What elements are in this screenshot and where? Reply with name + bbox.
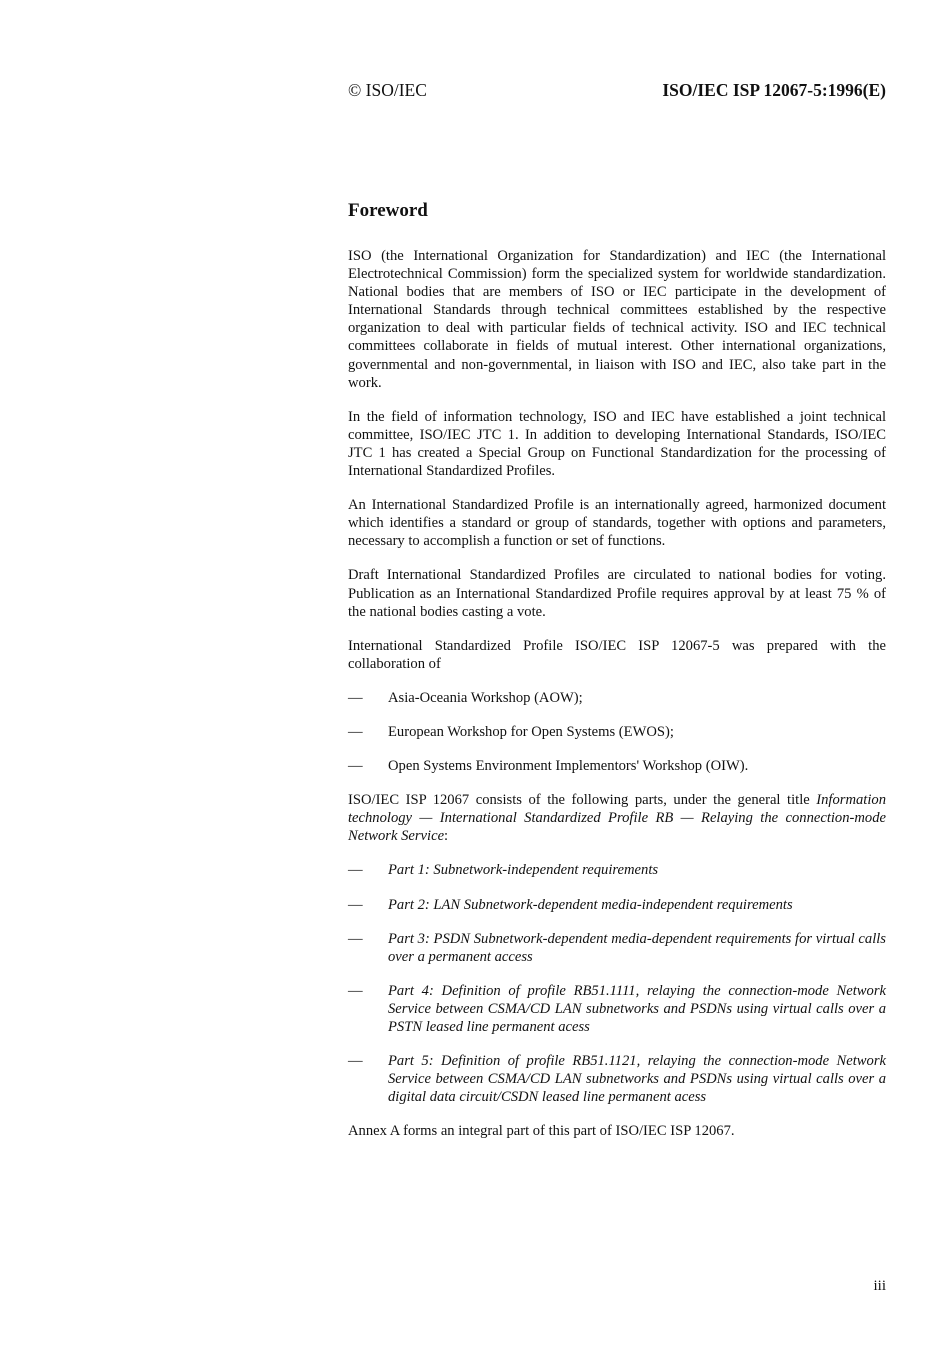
page-number: iii [873,1278,886,1294]
page-title: Foreword [348,200,428,221]
parts-general-title: Information technology — International Standardized Profile RB — Relaying the connection-mode Network Service [348,792,886,845]
parts-intro-suffix: : [444,828,449,845]
paragraph-jtc1: In the field of information technology, ISO and IEC have established a joint technical committee, ISO/IEC JTC 1. In addition to developing International Standards, ISO/IEC JTC 1 has created a Special Group on Functional Standardization for the processing of International Standardized Profiles. [348,408,886,480]
list-item [348,861,886,879]
header-document-id: ISO/IEC ISP 12067-5:1996(E) [662,80,886,100]
dash-bullet: — [348,862,363,879]
list-item [348,896,886,914]
paragraph-voting: Draft International Standardized Profiles are circulated to national bodies for voting. Publication as an International Standardized Profile requires approval by at least 75 % of the national bodies casting a vote. [348,567,886,620]
dash-bullet: — [348,896,363,913]
dash-bullet: — [348,982,363,999]
list-item [348,757,886,775]
part-2: Part 2: LAN Subnetwork-dependent media-independent requirements [388,896,793,913]
workshop-list [348,689,886,775]
dash-bullet: — [348,1053,363,1070]
dash-bullet: — [348,930,363,947]
part-3: Part 3: PSDN Subnetwork-dependent media-dependent requirements for virtual calls over a permanent access [388,930,886,965]
list-item [348,723,886,741]
foreword-body [348,247,886,1156]
workshop-ewos: European Workshop for Open Systems (EWOS); [388,723,674,740]
paragraph-iso-iec: ISO (the International Organization for Standardization) and IEC (the International Electrotechnical Commission) form the specialized system for worldwide standardization. National bodies that are members of ISO or IEC participate in the development of International Standards through technical committees established by the respective organization to deal with particular fields of technical activity. ISO and IEC technical committees collaborate in fields of mutual interest. Other international organizations, governmental and non-governmental, in liaison with ISO and IEC, also take part in the work. [348,248,886,391]
paragraph-isp-definition: An International Standardized Profile is an internationally agreed, harmonized document which identifies a standard or group of standards, together with options and parameters, necessary to accomplish a function or set of functions. [348,497,886,550]
dash-bullet: — [348,723,363,740]
list-item [348,930,886,966]
list-item [348,982,886,1036]
parts-intro-prefix: ISO/IEC ISP 12067 consists of the following parts, under the general title [348,792,817,809]
workshop-aow: Asia-Oceania Workshop (AOW); [388,689,583,706]
workshop-oiw: Open Systems Environment Implementors' Workshop (OIW). [388,758,749,775]
part-4: Part 4: Definition of profile RB51.1111, relaying the connection-mode Network Service between CSMA/CD LAN subnetworks and PSDNs using virtual calls over a PSTN leased line permanent acess [388,982,886,1035]
part-1: Part 1: Subnetwork-independent requirements [388,862,659,879]
annex-note: Annex A forms an integral part of this part of ISO/IEC ISP 12067. [348,1123,735,1140]
dash-bullet: — [348,758,363,775]
paragraph-prepared-by: International Standardized Profile ISO/IEC ISP 12067-5 was prepared with the collaboration of [348,637,886,672]
header-copyright: © ISO/IEC [348,80,427,100]
list-item [348,689,886,707]
paragraph-parts-intro [348,791,886,845]
dash-bullet: — [348,689,363,706]
list-item [348,1052,886,1106]
part-5: Part 5: Definition of profile RB51.1121, relaying the connection-mode Network Service between CSMA/CD LAN subnetworks and PSDNs using virtual calls over a digital data circuit/CSDN leased line permanent acess [388,1053,886,1106]
parts-list [348,861,886,1106]
